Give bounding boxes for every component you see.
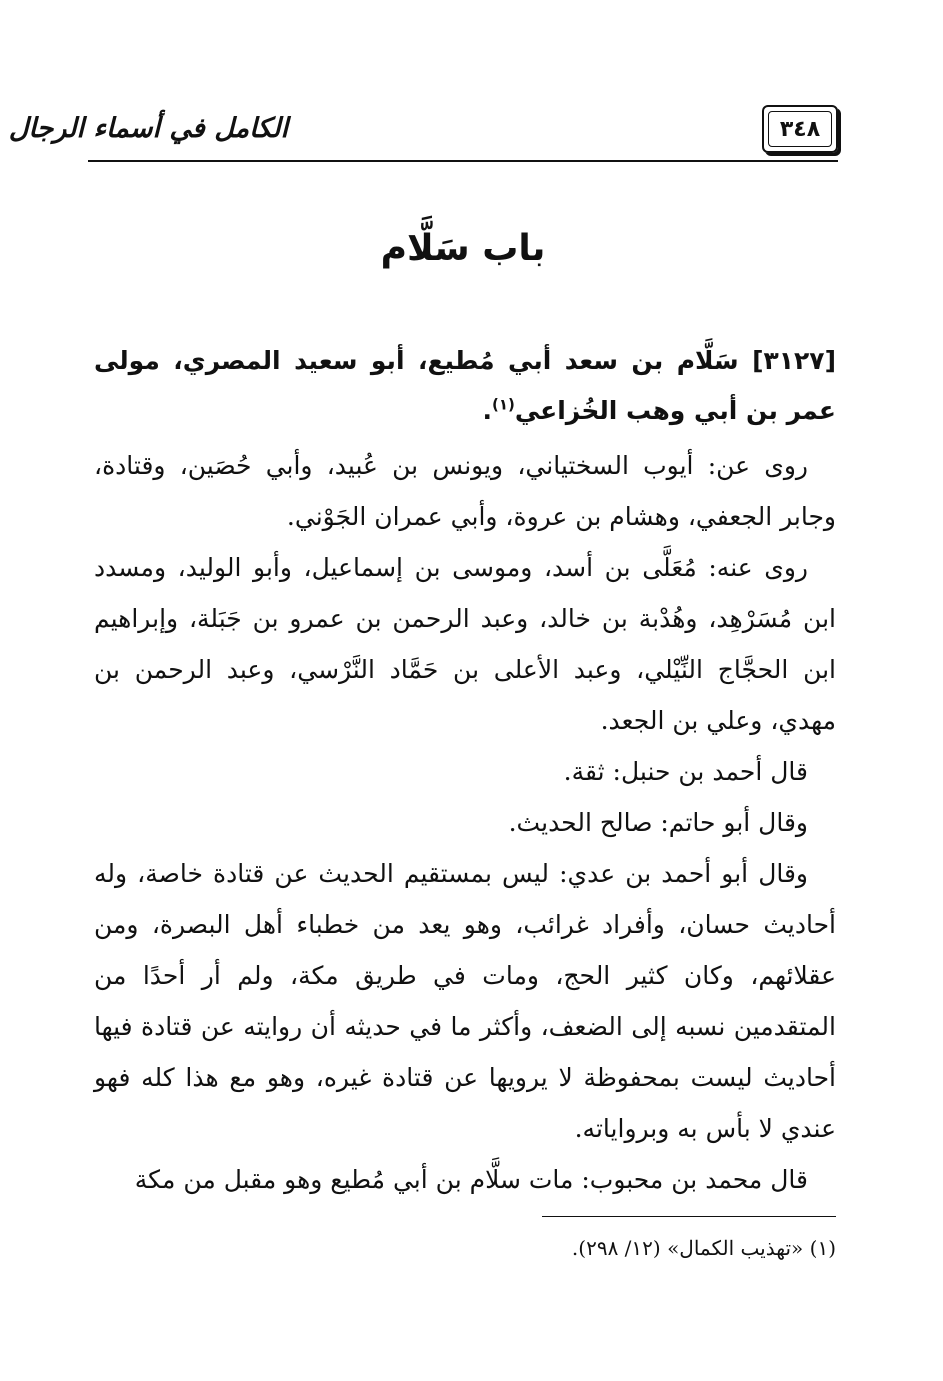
entry-heading-end: .	[482, 396, 492, 425]
paragraph-ibn-mahbub: قال محمد بن محبوب: مات سلَّام بن أبي مُطيع وهو مقبل من مكة	[134, 1165, 808, 1194]
footnote: (١) «تهذيب الكمال» (١٢/ ٢٩٨).	[571, 1236, 836, 1260]
footnote-rule	[542, 1216, 836, 1217]
running-book-title: الكامل في أسماء الرجال	[8, 113, 288, 144]
header-rule	[88, 160, 838, 162]
paragraph-ibn-adi: وقال أبو أحمد بن عدي: ليس بمستقيم الحديث عن قتادة خاصة، وله أحاديث حسان، وأفراد غرائب، وهو يعد من خطباء أهل البصرة، ومن عقلائهم، وكان كثير الحج، ومات في طريق مكة، ولم أر أحدًا من المتقدمين نسبه إلى الضعف، وأكثر ما في حديثه أن روايته عن قتادة فيها أحاديث ليست بمحفوظة لا يرويها عن قتادة غيره، وهو مع هذا كله فهو عندي لا بأس به وبرواياته.	[94, 859, 836, 1143]
paragraph-narrated-from: روى عن: أيوب السختياني، ويونس بن عُبيد، وأبي حُصَين، وقتادة، وجابر الجعفي، وهشام بن عروة، وأبي عمران الجَوْني.	[94, 451, 836, 531]
chapter-title: باب سَلَّام	[380, 228, 546, 269]
entry-heading-text: [٣١٢٧] سَلَّام بن سعد أبي مُطيع، أبو سعيد المصري، مولى عمر بن أبي وهب الخُزاعي	[94, 346, 836, 425]
page-header	[8, 105, 838, 165]
paragraph-abu-hatim: وقال أبو حاتم: صالح الحديث.	[508, 808, 808, 837]
footnote-marker: (١)	[491, 395, 515, 414]
page-number: ٣٤٨	[768, 111, 832, 147]
entry-body	[94, 440, 836, 1205]
entry-heading	[94, 336, 836, 436]
paragraph-narrated-by: روى عنه: مُعَلَّى بن أسد، وموسى بن إسماعيل، وأبو الوليد، ومسدد ابن مُسَرْهِد، وهُدْبة بن خالد، وعبد الرحمن بن عمرو بن جَبَلة، وإبراهيم ابن الحجَّاج النِّيْلي، وعبد الأعلى بن حَمَّاد النَّرْسي، وعبد الرحمن بن مهدي، وعلي بن الجعد.	[94, 553, 836, 735]
paragraph-ahmad: قال أحمد بن حنبل: ثقة.	[563, 757, 808, 786]
page-number-box	[762, 105, 838, 153]
